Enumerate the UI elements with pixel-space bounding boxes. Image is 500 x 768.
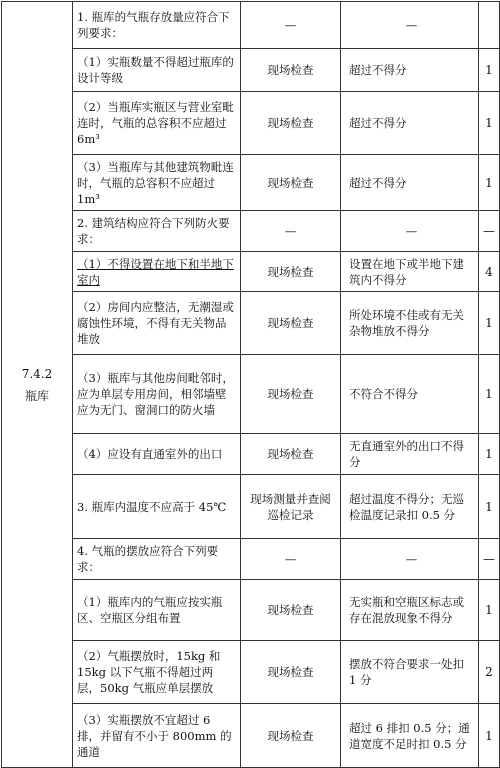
method-cell: 现场测量并查阅巡检记录 [241, 475, 341, 539]
requirement-cell: 4. 气瓶的摆放应符合下列要求： [73, 539, 241, 580]
requirement-cell: （1）不得设置在地下和半地下室内 [73, 252, 241, 292]
score-cell: 1 [479, 292, 500, 355]
rule-cell: 摆放不符合要求一处扣 1 分 [341, 641, 479, 704]
requirement-cell: （2）气瓶摆放时，15kg 和 15kg 以下气瓶不得超过两层，50kg 气瓶应单层摆放 [73, 641, 241, 704]
requirement-cell: （3）瓶库与其他房间毗邻时，应为单层专用房间，相邻墙壁应为无门、窗洞口的防火墙 [73, 355, 241, 434]
requirement-cell: 1. 瓶库的气瓶存放量应符合下列要求： [73, 2, 241, 49]
method-cell: 现场检查 [241, 704, 341, 768]
method-cell: 现场检查 [241, 155, 341, 211]
table-row [2, 92, 500, 155]
requirement-cell: （4）应设有直通室外的出口 [73, 434, 241, 475]
table-row [2, 539, 500, 580]
rule-cell: 超过温度不得分；无巡检温度记录扣 0.5 分 [341, 475, 479, 539]
table-row [2, 355, 500, 434]
requirement-cell: （3）实瓶摆放不宜超过 6 排，并留有不小于 800mm 的通道 [73, 704, 241, 768]
method-cell: 现场检查 [241, 434, 341, 475]
requirement-cell: 2. 建筑结构应符合下列防火要求： [73, 211, 241, 252]
score-cell [479, 2, 500, 49]
score-cell: 1 [479, 355, 500, 434]
score-cell: 1 [479, 434, 500, 475]
score-cell: 4 [479, 252, 500, 292]
score-cell: 1 [479, 155, 500, 211]
table-row [2, 704, 500, 768]
rule-cell: 设置在地下或半地下建筑内不得分 [341, 252, 479, 292]
requirement-cell: （2）当瓶库实瓶区与营业室毗连时，气瓶的总容积不应超过 6m³ [73, 92, 241, 155]
rule-cell: 不符合不得分 [341, 355, 479, 434]
table-row [2, 580, 500, 641]
table-row [2, 475, 500, 539]
table-row [2, 434, 500, 475]
method-cell: — [241, 539, 341, 580]
table-row [2, 2, 500, 49]
score-cell: — [479, 211, 500, 252]
table-row [2, 252, 500, 292]
method-cell: 现场检查 [241, 355, 341, 434]
score-cell: 1 [479, 704, 500, 768]
score-cell: 1 [479, 475, 500, 539]
score-cell: 2 [479, 641, 500, 704]
rule-cell: — [341, 539, 479, 580]
table-row [2, 211, 500, 252]
table-row [2, 155, 500, 211]
method-cell: — [241, 211, 341, 252]
rule-cell: 超过不得分 [341, 155, 479, 211]
method-cell: 现场检查 [241, 49, 341, 92]
inspection-table [1, 1, 500, 768]
rule-cell: 超过 6 排扣 0.5 分；通道宽度不足时扣 0.5 分 [341, 704, 479, 768]
section-code: 7.4.2 [21, 366, 53, 381]
score-cell: 1 [479, 49, 500, 92]
table-row [2, 292, 500, 355]
score-cell: — [479, 539, 500, 580]
rule-cell: 所处环境不佳或有无关杂物堆放不得分 [341, 292, 479, 355]
rule-cell: 无直通室外的出口不得分 [341, 434, 479, 475]
table-row [2, 49, 500, 92]
section-name: 瓶库 [24, 388, 49, 403]
rule-cell: 无实瓶和空瓶区标志或存在混放现象不得分 [341, 580, 479, 641]
rule-cell: 超过不得分 [341, 49, 479, 92]
method-cell: 现场检查 [241, 641, 341, 704]
score-cell: 1 [479, 92, 500, 155]
rule-cell: 超过不得分 [341, 92, 479, 155]
method-cell: 现场检查 [241, 580, 341, 641]
requirement-cell: （1）瓶库内的气瓶应按实瓶区、空瓶区分组布置 [73, 580, 241, 641]
method-cell: — [241, 2, 341, 49]
rule-cell: — [341, 211, 479, 252]
method-cell: 现场检查 [241, 92, 341, 155]
rule-cell: — [341, 2, 479, 49]
method-cell: 现场检查 [241, 252, 341, 292]
table-row [2, 641, 500, 704]
requirement-cell: （3）当瓶库与其他建筑物毗连时，气瓶的总容积不应超过 1m³ [73, 155, 241, 211]
requirement-cell: 3. 瓶库内温度不应高于 45℃ [73, 475, 241, 539]
requirement-cell: （1）实瓶数量不得超过瓶库的设计等级 [73, 49, 241, 92]
method-cell: 现场检查 [241, 292, 341, 355]
requirement-cell: （2）房间内应整洁，无潮湿或腐蚀性环境，不得有无关物品堆放 [73, 292, 241, 355]
score-cell: 1 [479, 580, 500, 641]
section-cell [2, 2, 73, 768]
